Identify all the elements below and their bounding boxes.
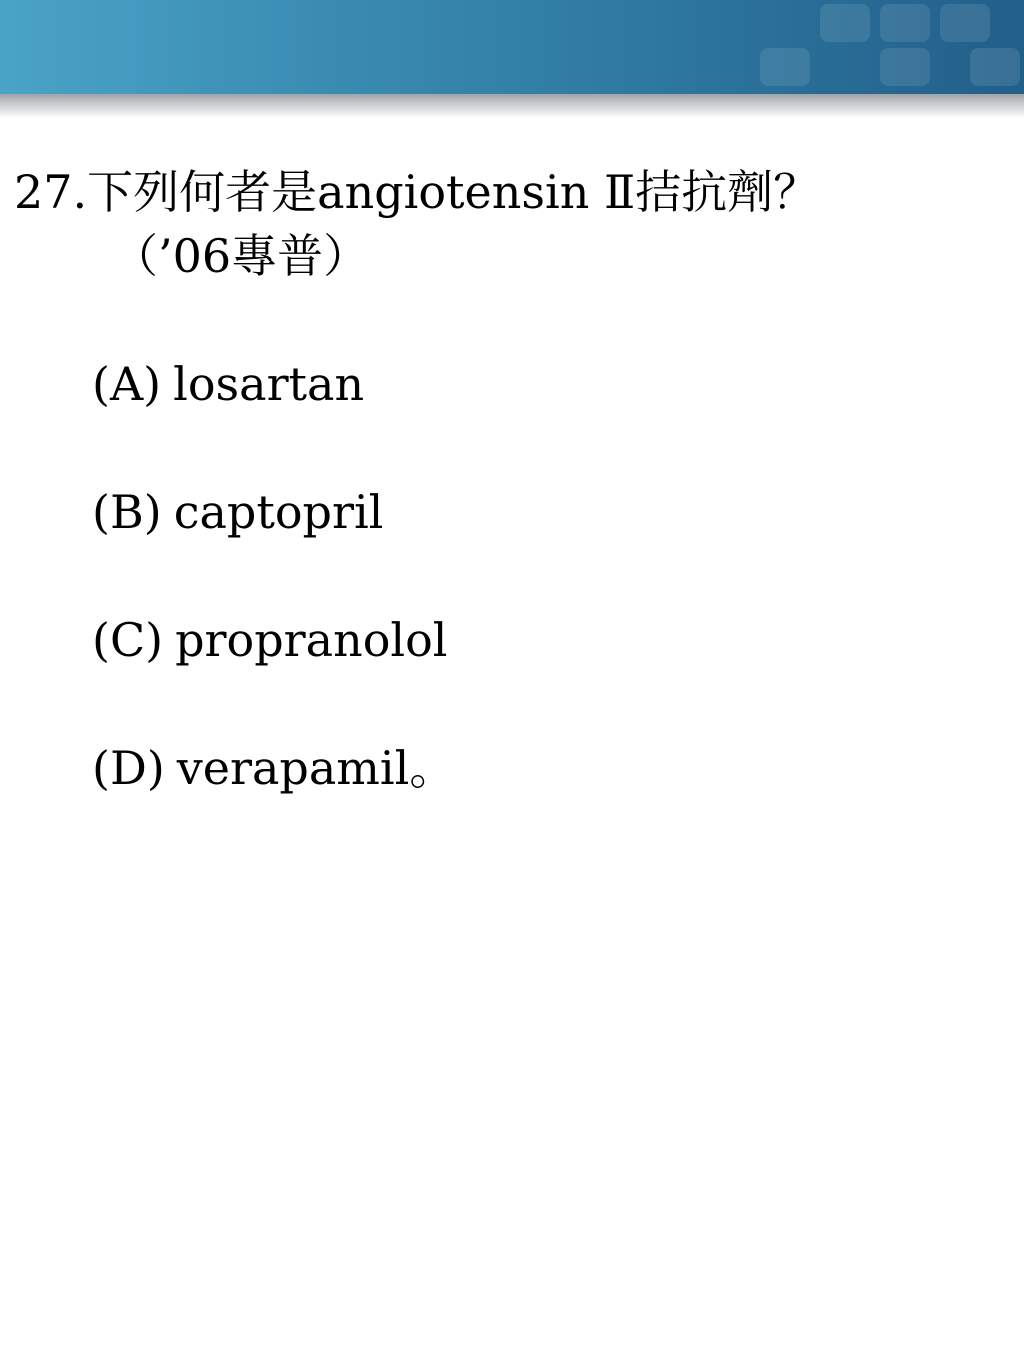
- option-d: [92, 736, 455, 800]
- option-letter: (B): [92, 485, 162, 539]
- question-text: 下列何者是angiotensin Ⅱ拮抗劑？: [87, 165, 820, 219]
- option-a: [92, 352, 364, 416]
- question-line: [14, 160, 1014, 224]
- header-decor-tile: [880, 48, 930, 86]
- header-decor-tile: [970, 48, 1020, 86]
- header-decor-tile: [880, 4, 930, 42]
- header-shadow: [0, 94, 1024, 118]
- question-source: （’06專普）: [112, 229, 370, 283]
- slide-header-band: [0, 0, 1024, 94]
- question-block: [14, 160, 1014, 288]
- header-decor-tile: [940, 4, 990, 42]
- header-decor-tile: [820, 4, 870, 42]
- header-decor-tile: [760, 48, 810, 86]
- option-text: verapamil。: [176, 741, 456, 795]
- option-c: [92, 608, 448, 672]
- option-b: [92, 480, 383, 544]
- option-text: propranolol: [175, 613, 448, 667]
- option-letter: (C): [92, 613, 164, 667]
- option-letter: (A): [92, 357, 162, 411]
- option-letter: (D): [92, 741, 165, 795]
- option-text: losartan: [173, 357, 365, 411]
- option-text: captopril: [173, 485, 384, 539]
- question-number: 27.: [14, 165, 88, 219]
